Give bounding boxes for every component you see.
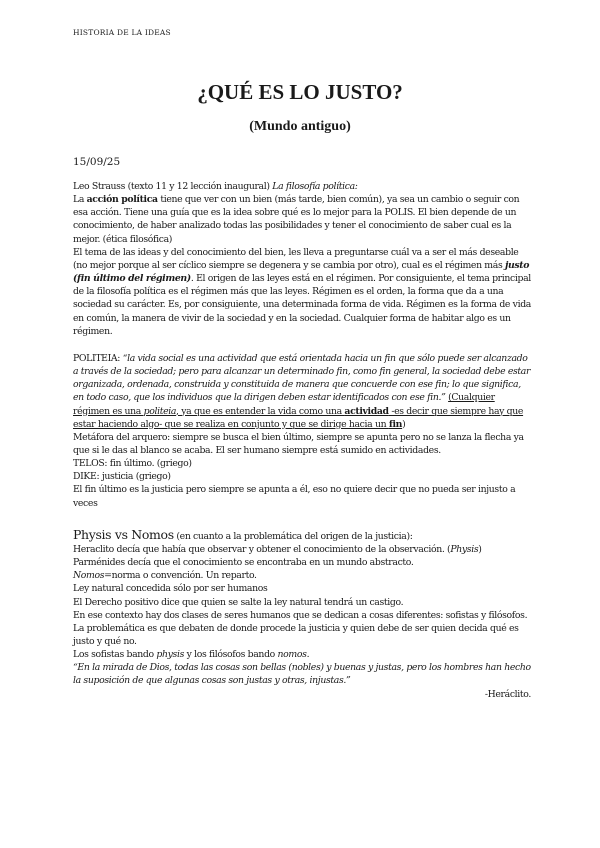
paragraph-ley-natural: Ley natural concedida sólo por ser humanos <box>73 583 268 595</box>
paragraph-heraclito: Heraclito decía que había que observar y obtener el conocimiento de la observación. (Physis) <box>73 543 482 555</box>
running-header: HISTORIA DE LA IDEAS <box>73 28 171 37</box>
paragraph-arquero: Metáfora del arquero: siempre se busca el bien último, siempre se apunta pero no se lanza la flecha ya que si le das al blanco se acaba. El ser humano siempre está sumido en actividades. <box>73 431 524 456</box>
paragraph-source: Leo Strauss (texto 11 y 12 lección inaugural) La filosofía política: <box>73 181 358 192</box>
paragraph-fin-ultimo: El fin último es la justicia pero siempre se apunta a él, eso no quiere decir que no pueda ser injusto a veces <box>73 484 516 509</box>
date-line: 15/09/25 <box>73 156 121 168</box>
paragraph-telos: TELOS: fin último. (griego) <box>73 458 192 470</box>
paragraph-politeia: POLITEIA: “la vida social es una actividad que está orientada hacia un fin que sólo puede ser alcanzado a través de la sociedad; pero para alcanzar un determinado fin, como fin general, la sociedad debe estar organizada, ordenada, construida y constituida de manera que concuerde con ese fin; lo que significa, en todo caso, que los individuos que la dirigen deben estar identificados con ese fin.” (Cualquier régimen es una politeia, ya que es entender la vida como una actividad -es decir que siempre hay que estar haciendo algo- que se realiza en conjunto y que se dirige hacia un fin) <box>73 352 531 430</box>
page-title: ¿QUÉ ES LO JUSTO? <box>197 80 403 104</box>
section-heading-physis-nomos: Physis vs Nomos (en cuanto a la problemática del origen de la justicia): <box>73 526 413 542</box>
page-subtitle: (Mundo antiguo) <box>249 119 351 134</box>
paragraph-derecho-positivo: El Derecho positivo dice que quien se salte la ley natural tendrá un castigo. <box>73 596 404 608</box>
document-body <box>73 180 531 701</box>
paragraph-dike: DIKE: justicia (griego) <box>73 471 171 483</box>
quote-attribution: -Heráclito. <box>484 688 531 700</box>
quote-heraclito: “En la mirada de Dios, todas las cosas son bellas (nobles) y buenas y justas, pero los hombres han hecho la suposición de que algunas cosas son justas y otras, injustas.” <box>73 662 531 687</box>
paragraph-parmenides: Parménides decía que el conocimiento se encontraba en un mundo abstracto. <box>73 557 414 569</box>
paragraph-bandos: Los sofistas bando physis y los filósofos bando nomos. <box>73 649 310 661</box>
paragraph-nomos: Nomos=norma o convención. Un reparto. <box>73 570 257 582</box>
paragraph-sofistas-filosofos: En ese contexto hay dos clases de seres humanos que se dedican a cosas diferentes: sofistas y filósofos. La problemática es que debaten de donde procede la justicia y quien debe de ser quien decida qué es justo y qué no. <box>73 609 528 647</box>
paragraph-accion-politica: La acción política tiene que ver con un bien (más tarde, bien común), ya sea un cambio o seguir con esa acción. Tiene una guía que es la idea sobre qué es lo mejor para la POLIS. El bien depende de un conocimiento, de haber analizado todas las posibilidades y tener el conocimiento de saber cual es la mejor. (ética filosófica) <box>73 194 520 245</box>
paragraph-regimen: El tema de las ideas y del conocimiento del bien, les lleva a preguntarse cuál va a ser el más deseable (no mejor porque al ser cíclico siempre se degenera y se cambia por otro), cual es el régimen más justo (fin último del régimen). El origen de las leyes está en el régimen. Por consiguiente, el tema principal de la filosofía política es el régimen más que las leyes. Régimen es el orden, la forma que da a una sociedad su carácter. Es, por consiguiente, una determinada forma de vida. Régimen es la forma de vida en común, la manera de vivir de la sociedad y en la sociedad. Cualquier forma de habitar algo es un régimen. <box>73 246 532 337</box>
underlined-note: (Cualquier régimen es una politeia, ya que es entender la vida como una actividad -es decir que siempre hay que estar haciendo algo- que se realiza en conjunto y que se dirige hacia un fin <box>73 392 524 430</box>
